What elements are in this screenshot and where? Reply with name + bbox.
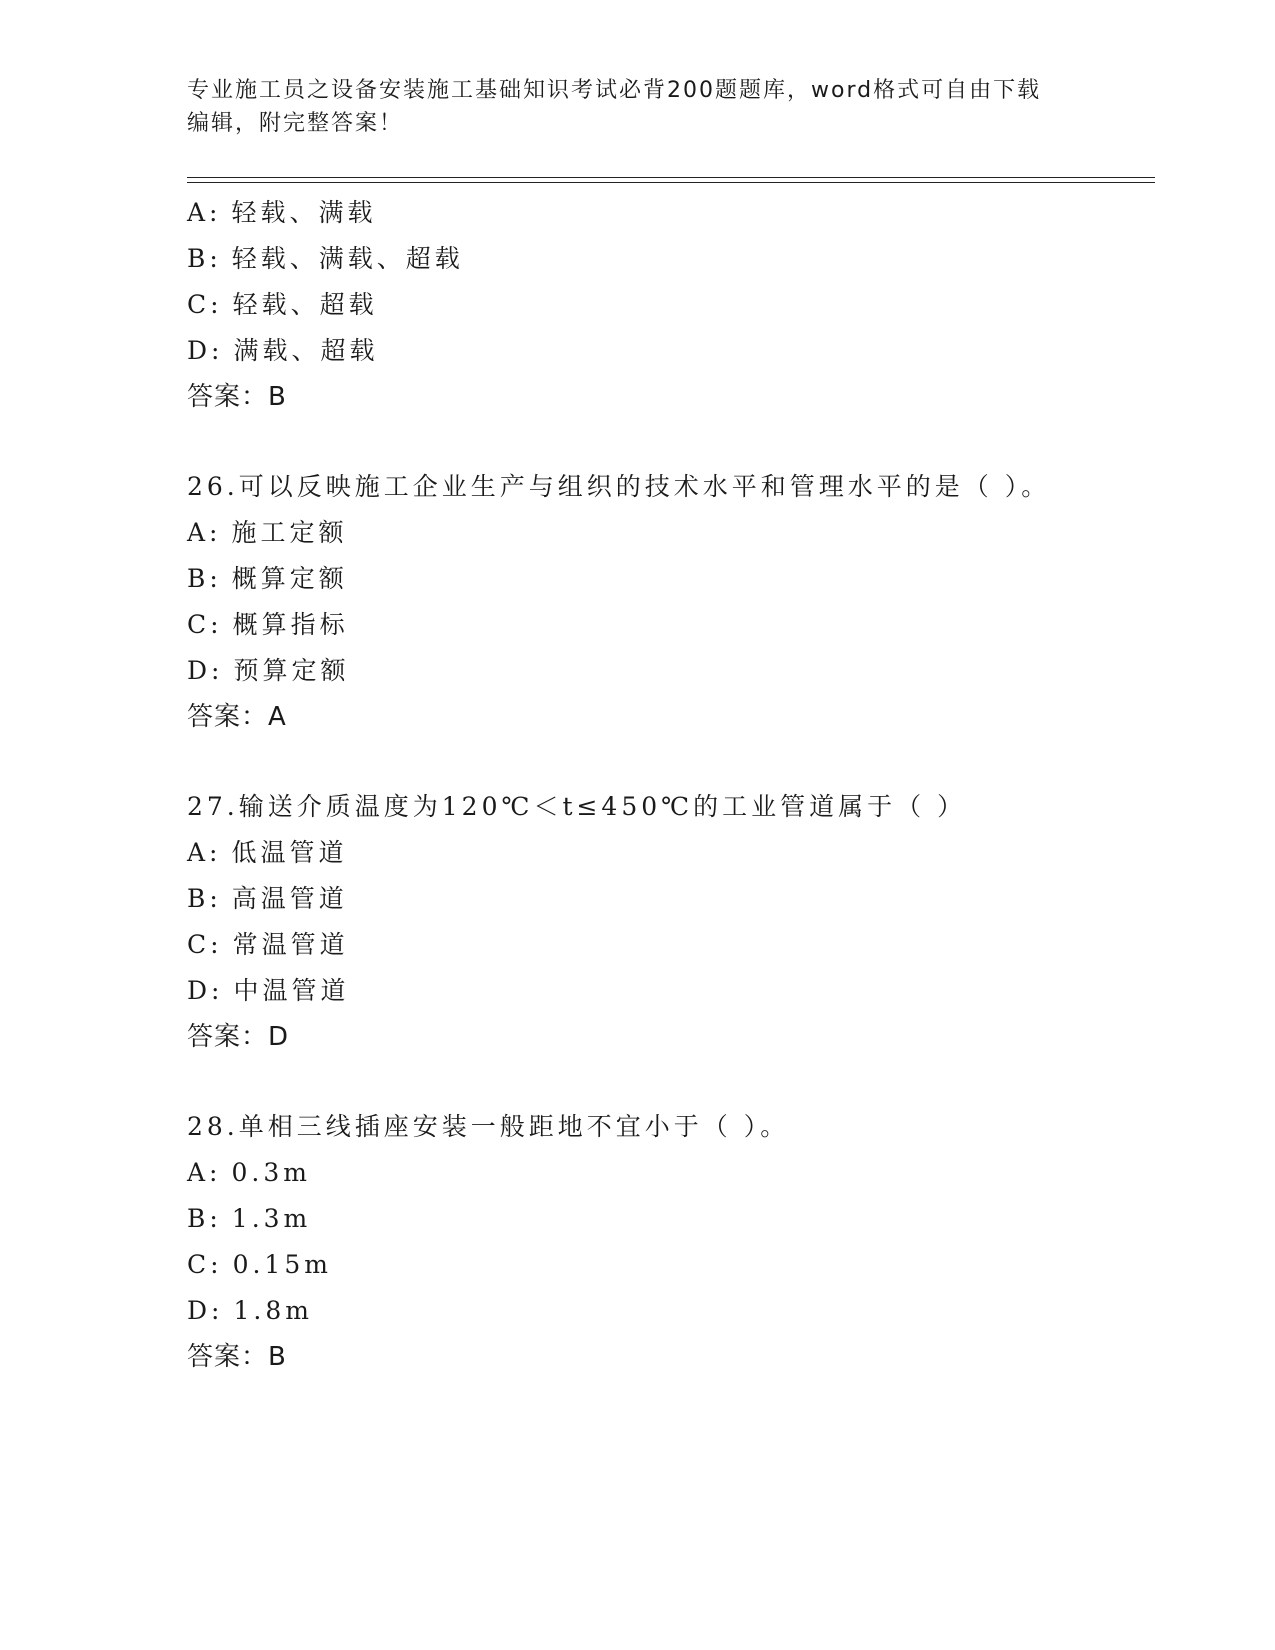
option-prefix: D:: [187, 976, 224, 1005]
option-prefix: C:: [187, 1250, 223, 1279]
option-prefix: D:: [187, 336, 224, 365]
option-text: 低温管道: [231, 838, 348, 867]
option-b: [187, 1196, 1147, 1242]
option-prefix: B:: [187, 244, 222, 273]
option-a: [187, 510, 1147, 556]
option-text: 中温管道: [233, 976, 350, 1005]
header-divider-top: [187, 177, 1155, 178]
question-25-continued: [187, 190, 1147, 420]
option-prefix: D:: [187, 1296, 224, 1325]
option-b: [187, 236, 1147, 282]
question-27: [187, 784, 1147, 1060]
option-a: [187, 190, 1147, 236]
option-text: 轻载、超载: [232, 290, 378, 319]
answer-line: 答案：B: [187, 1342, 287, 1372]
option-d: [187, 968, 1147, 1014]
option-c: [187, 602, 1147, 648]
answer-line: 答案：A: [187, 702, 287, 732]
option-prefix: A:: [187, 198, 222, 227]
option-text: 0.3m: [231, 1158, 311, 1187]
option-text: 1.3m: [231, 1204, 312, 1233]
option-d: [187, 1288, 1147, 1334]
question-28: [187, 1104, 1147, 1380]
option-prefix: A:: [187, 1158, 222, 1187]
header-divider-bottom: [187, 182, 1155, 183]
option-b: [187, 556, 1147, 602]
question-stem: 26.可以反映施工企业生产与组织的技术水平和管理水平的是（ ）。: [187, 472, 1051, 501]
option-text: 高温管道: [231, 884, 348, 913]
option-text: 轻载、满载: [231, 198, 377, 227]
option-a: [187, 1150, 1147, 1196]
option-text: 常温管道: [232, 930, 349, 959]
question-stem: 28.单相三线插座安装一般距地不宜小于（ ）。: [187, 1112, 790, 1141]
header-title-line-2: 编辑，附完整答案！: [187, 111, 404, 136]
question-26: [187, 464, 1147, 740]
option-c: [187, 1242, 1147, 1288]
option-c: [187, 922, 1147, 968]
question-list: [187, 190, 1147, 1380]
option-text: 轻载、满载、超载: [231, 244, 464, 273]
option-prefix: B:: [187, 1204, 222, 1233]
option-prefix: C:: [187, 290, 223, 319]
option-c: [187, 282, 1147, 328]
option-prefix: B:: [187, 564, 222, 593]
option-prefix: A:: [187, 838, 222, 867]
option-prefix: A:: [187, 518, 222, 547]
option-text: 满载、超载: [233, 336, 379, 365]
option-text: 概算指标: [232, 610, 349, 639]
option-d: [187, 648, 1147, 694]
option-text: 0.15m: [232, 1250, 332, 1279]
option-prefix: D:: [187, 656, 224, 685]
option-d: [187, 328, 1147, 374]
document-header: [187, 74, 1077, 140]
option-b: [187, 876, 1147, 922]
answer-line: 答案：D: [187, 1022, 290, 1052]
option-text: 1.8m: [233, 1296, 313, 1325]
option-prefix: C:: [187, 610, 223, 639]
question-stem: 27.输送介质温度为120℃＜t≤450℃的工业管道属于（ ）: [187, 792, 967, 821]
option-prefix: B:: [187, 884, 222, 913]
header-title-line-1: 专业施工员之设备安装施工基础知识考试必背200题题库，word格式可自由下载: [187, 78, 1042, 103]
option-text: 概算定额: [231, 564, 348, 593]
option-prefix: C:: [187, 930, 223, 959]
option-text: 施工定额: [231, 518, 348, 547]
answer-line: 答案：B: [187, 382, 287, 412]
option-a: [187, 830, 1147, 876]
option-text: 预算定额: [233, 656, 350, 685]
